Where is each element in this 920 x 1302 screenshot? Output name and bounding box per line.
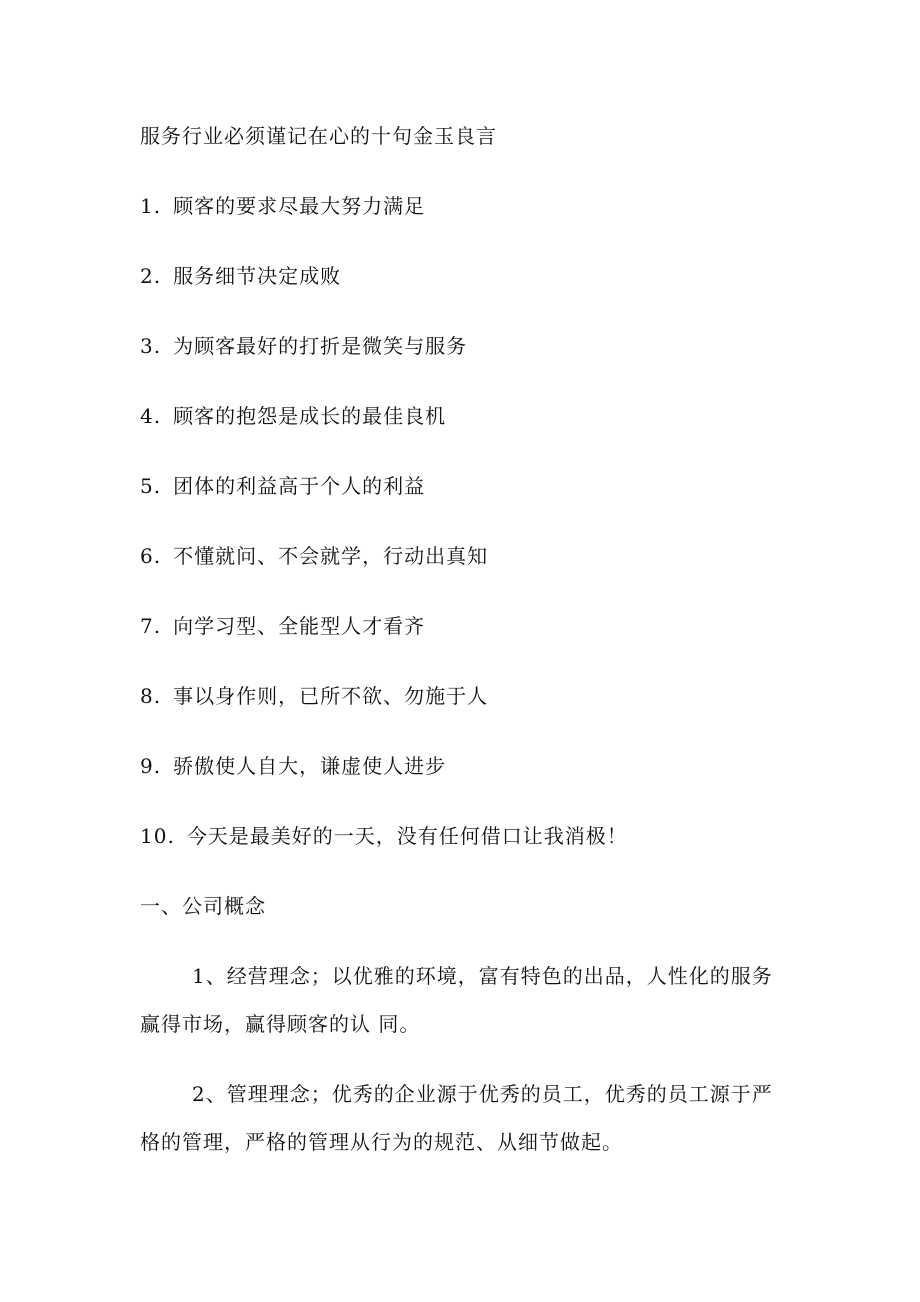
paragraph-text: 1、经营理念；以优雅的环境，富有特色的出品，人性化的服务 [192, 964, 773, 988]
list-item [140, 682, 488, 710]
list-item [140, 542, 488, 570]
paragraph-business-concept [140, 962, 790, 1058]
document-title: 服务行业必须谨记在心的十句金玉良言 [140, 124, 497, 148]
list-item-number: 8. [140, 684, 162, 708]
list-item [140, 262, 341, 290]
list-item-text: 为顾客最好的打折是微笑与服务 [173, 334, 468, 358]
list-item-text: 事以身作则，已所不欲、勿施于人 [173, 684, 489, 708]
list-item [140, 472, 425, 500]
list-item [140, 752, 446, 780]
list-item-text: 骄傲使人自大，谦虚使人进步 [173, 754, 447, 778]
list-item-number: 3. [140, 334, 162, 358]
list-item-text: 不懂就问、不会就学，行动出真知 [173, 544, 489, 568]
list-item-text: 服务细节决定成败 [173, 264, 342, 288]
list-item [140, 332, 467, 360]
section-heading: 一、公司概念 [140, 894, 266, 918]
list-item [140, 612, 425, 640]
list-item-text: 顾客的要求尽最大努力满足 [173, 194, 426, 218]
list-item-number: 2. [140, 264, 162, 288]
list-item-text: 团体的利益高于个人的利益 [173, 474, 426, 498]
list-item-number: 4. [140, 404, 162, 428]
paragraph-management-concept [140, 1080, 790, 1176]
list-item-text: 今天是最美好的一天，没有任何借口让我消极！ [186, 824, 628, 848]
paragraph-text: 2、管理理念；优秀的企业源于优秀的员工，优秀的员工源于严 [192, 1082, 773, 1106]
list-item [140, 822, 628, 850]
list-item [140, 402, 446, 430]
list-item-number: 9. [140, 754, 162, 778]
list-item-number: 6. [140, 544, 162, 568]
paragraph-line [140, 962, 790, 990]
paragraph-line [140, 1080, 790, 1108]
paragraph-text: 格的管理，严格的管理从行为的规范、从细节做起。 [140, 1130, 623, 1154]
paragraph-text: 赢得市场，赢得顾客的认 同。 [140, 1012, 421, 1036]
paragraph-line [140, 1010, 790, 1038]
list-item-number: 5. [140, 474, 162, 498]
list-item-text: 顾客的抱怨是成长的最佳良机 [173, 404, 447, 428]
list-item-number: 10. [140, 824, 175, 848]
list-item [140, 192, 425, 220]
paragraph-line [140, 1128, 790, 1156]
list-item-number: 1. [140, 194, 162, 218]
list-item-text: 向学习型、全能型人才看齐 [173, 614, 426, 638]
list-item-number: 7. [140, 614, 162, 638]
